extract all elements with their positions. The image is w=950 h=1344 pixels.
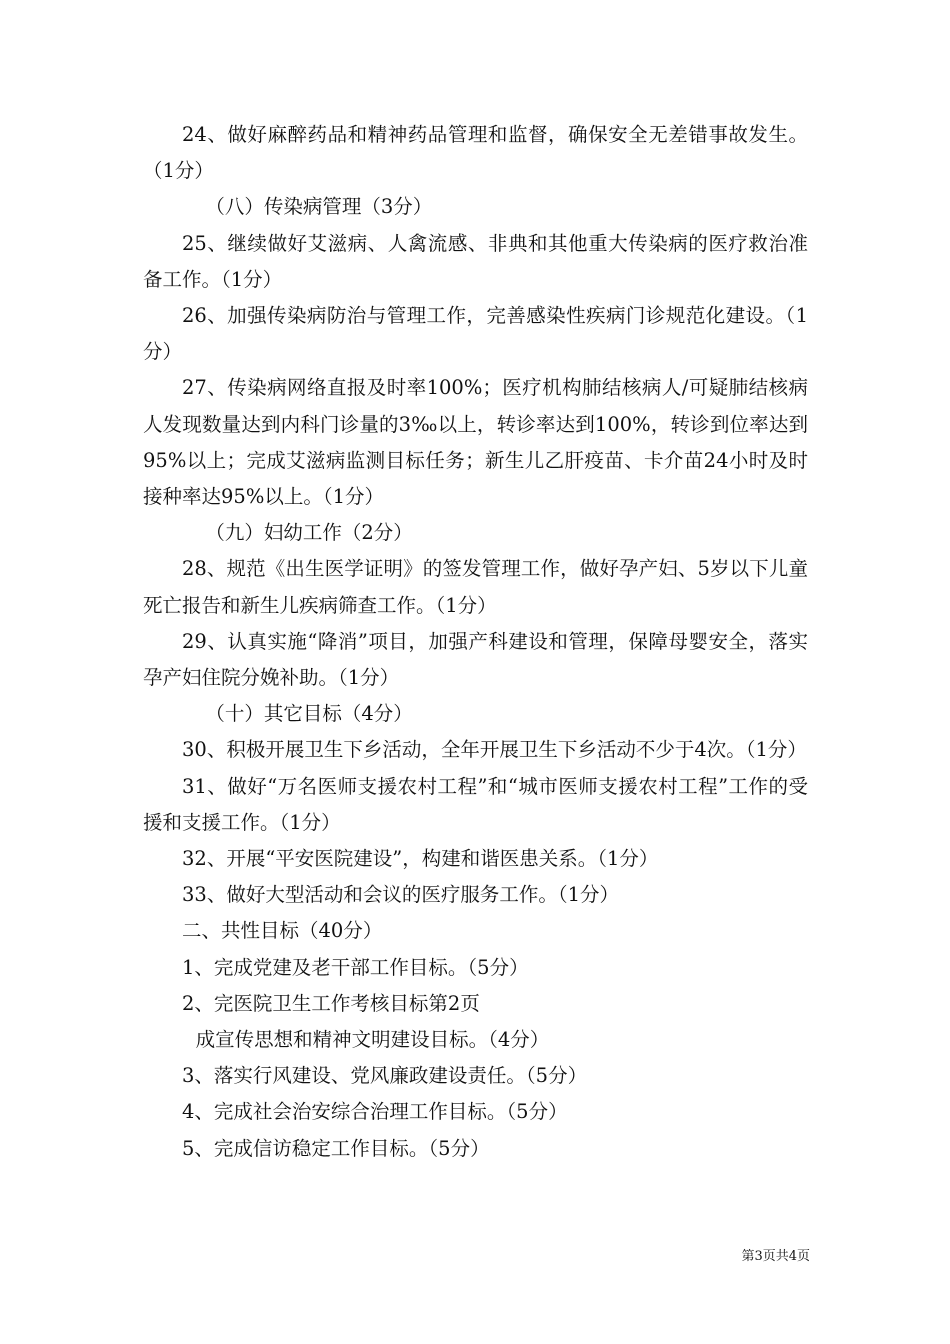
paragraph-28: 28、规范《出生医学证明》的签发管理工作，做好孕产妇、5岁以下儿童死亡报告和新生儿疾病筛查工作。（1分） bbox=[143, 557, 808, 617]
paragraph-25: 25、继续做好艾滋病、人禽流感、非典和其他重大传染病的医疗救治准备工作。（1分） bbox=[143, 231, 808, 291]
section-heading-9: （九）妇幼工作（2分） bbox=[205, 521, 413, 545]
paragraph-31: 31、做好“万名医师支援农村工程”和“城市医师支援农村工程”工作的受援和支援工作。（1分） bbox=[143, 774, 808, 834]
page-number-footer: 第3页共4页 bbox=[741, 1249, 810, 1264]
section-heading-8: （八）传染病管理（3分） bbox=[205, 195, 433, 219]
common-goal-4: 4、完成社会治安综合治理工作目标。（5分） bbox=[182, 1100, 568, 1124]
common-goal-1: 1、完成党建及老干部工作目标。（5分） bbox=[182, 955, 529, 979]
common-goal-2: 2、完医院卫生工作考核目标第2页 bbox=[182, 991, 480, 1015]
paragraph-33: 33、做好大型活动和会议的医疗服务工作。（1分） bbox=[182, 883, 619, 907]
paragraph-26: 26、加强传染病防治与管理工作，完善感染性疾病门诊规范化建设。（1分） bbox=[143, 304, 808, 364]
common-goal-2-continued: 成宣传思想和精神文明建设目标。（4分） bbox=[195, 1028, 550, 1052]
common-goal-3: 3、落实行风建设、党风廉政建设责任。（5分） bbox=[182, 1064, 588, 1088]
paragraph-27: 27、传染病网络直报及时率100%；医疗机构肺结核病人/可疑肺结核病人发现数量达到内科门诊量的3‰以上，转诊率达到100%，转诊到位率达到95%以上；完成艾滋病监测目标任务；新生儿乙肝疫苗、卡介苗24小时及时接种率达95%以上。（1分） bbox=[143, 376, 808, 509]
paragraph-24: 24、做好麻醉药品和精神药品管理和监督，确保安全无差错事故发生。（1分） bbox=[143, 123, 808, 183]
common-goal-5: 5、完成信访稳定工作目标。（5分） bbox=[182, 1136, 490, 1160]
common-goals-heading: 二、共性目标（40分） bbox=[182, 919, 383, 943]
section-heading-10: （十）其它目标（4分） bbox=[205, 702, 413, 726]
paragraph-29: 29、认真实施“降消”项目，加强产科建设和管理，保障母婴安全，落实孕产妇住院分娩补助。（1分） bbox=[143, 629, 808, 690]
paragraph-30: 30、积极开展卫生下乡活动，全年开展卫生下乡活动不少于4次。（1分） bbox=[182, 738, 807, 762]
paragraph-32: 32、开展“平安医院建设”，构建和谐医患关系。（1分） bbox=[182, 847, 659, 871]
document-body bbox=[143, 117, 808, 1167]
